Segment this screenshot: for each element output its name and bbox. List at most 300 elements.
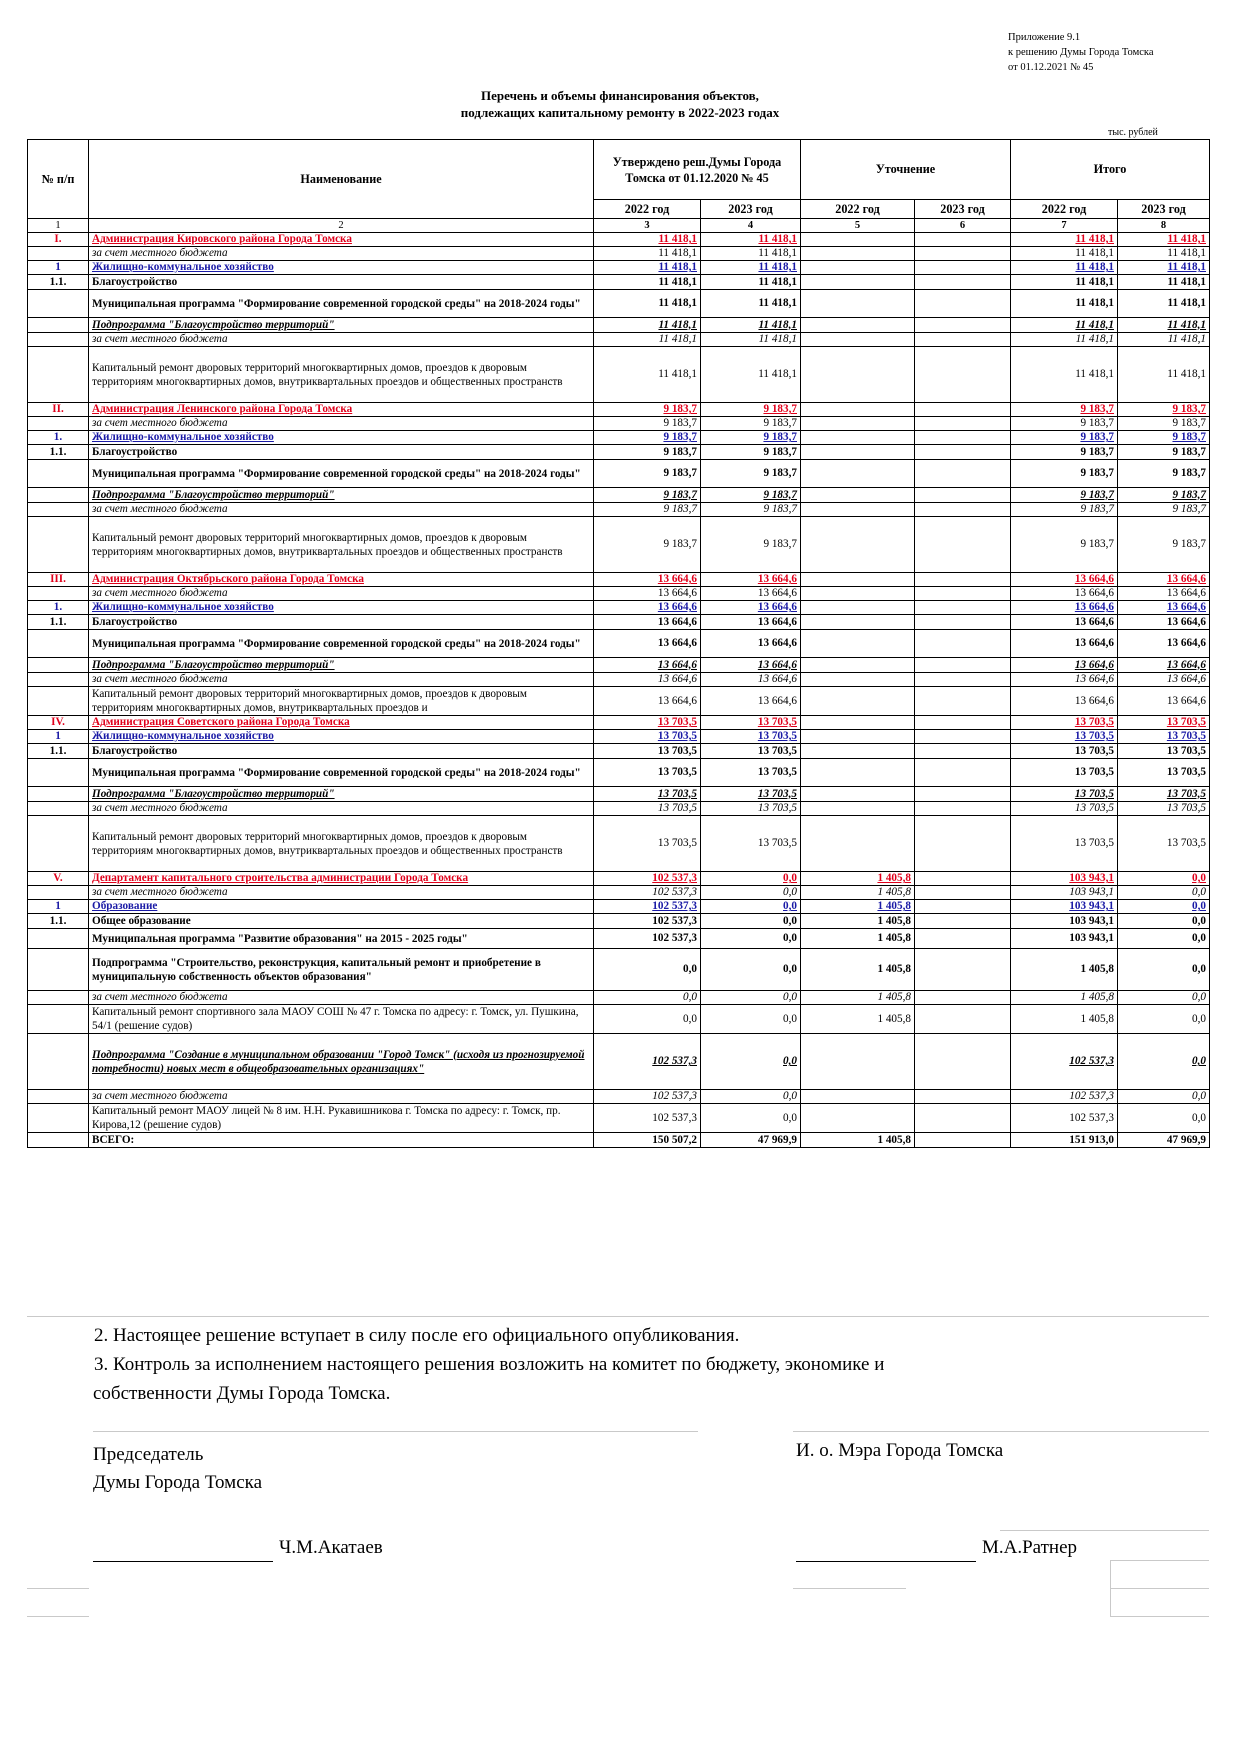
faint-rule bbox=[1110, 1616, 1209, 1617]
row-value: 11 418,1 bbox=[1011, 247, 1118, 261]
row-value bbox=[915, 929, 1011, 949]
table-row bbox=[28, 872, 1210, 886]
row-value bbox=[801, 1104, 915, 1133]
row-value: 150 507,2 bbox=[594, 1133, 701, 1148]
row-value: 13 664,6 bbox=[1118, 687, 1210, 716]
row-value bbox=[801, 687, 915, 716]
row-number bbox=[28, 991, 89, 1005]
row-name: Муниципальная программа "Формирование современной городской среды" на 2018-2024 годы" bbox=[89, 460, 594, 488]
row-number bbox=[28, 1133, 89, 1148]
row-value: 0,0 bbox=[701, 914, 801, 929]
table-row bbox=[28, 1005, 1210, 1034]
row-number bbox=[28, 1034, 89, 1090]
table-row bbox=[28, 517, 1210, 573]
row-name: Благоустройство bbox=[89, 445, 594, 460]
chair-signature-block bbox=[93, 1441, 262, 1497]
table-row bbox=[28, 816, 1210, 872]
row-value: 0,0 bbox=[1118, 900, 1210, 914]
column-number: 3 bbox=[594, 219, 701, 233]
row-value: 13 664,6 bbox=[1118, 673, 1210, 687]
row-value: 102 537,3 bbox=[594, 886, 701, 900]
row-value: 9 183,7 bbox=[1118, 403, 1210, 417]
row-value bbox=[915, 1034, 1011, 1090]
row-value: 9 183,7 bbox=[701, 503, 801, 517]
row-number bbox=[28, 1005, 89, 1034]
row-name: Благоустройство bbox=[89, 615, 594, 630]
row-value bbox=[801, 347, 915, 403]
row-value bbox=[915, 587, 1011, 601]
row-value: 13 703,5 bbox=[1118, 744, 1210, 759]
row-value: 11 418,1 bbox=[1118, 333, 1210, 347]
row-name: Капитальный ремонт дворовых территорий многоквартирных домов, проездов к дворовым территориям многоквартирных домов, внутриквартальных проездов и bbox=[89, 687, 594, 716]
table-row bbox=[28, 615, 1210, 630]
row-number bbox=[28, 802, 89, 816]
row-value bbox=[801, 658, 915, 673]
row-value bbox=[801, 630, 915, 658]
row-value bbox=[915, 503, 1011, 517]
row-value: 102 537,3 bbox=[594, 1104, 701, 1133]
row-value: 0,0 bbox=[594, 991, 701, 1005]
row-value: 11 418,1 bbox=[701, 275, 801, 290]
row-number: 1.1. bbox=[28, 744, 89, 759]
row-value: 11 418,1 bbox=[701, 318, 801, 333]
row-name: за счет местного бюджета bbox=[89, 991, 594, 1005]
decision-clause-3: 3. Контроль за исполнением настоящего решения возложить на комитет по бюджету, экономике и bbox=[94, 1354, 885, 1375]
row-value: 11 418,1 bbox=[1118, 347, 1210, 403]
row-value: 13 664,6 bbox=[701, 673, 801, 687]
appendix-line-2: к решению Думы Города Томска bbox=[1008, 47, 1154, 58]
column-number: 6 bbox=[915, 219, 1011, 233]
row-number: 1 bbox=[28, 261, 89, 275]
row-value: 9 183,7 bbox=[1118, 517, 1210, 573]
row-value bbox=[915, 949, 1011, 991]
row-value: 13 703,5 bbox=[701, 802, 801, 816]
row-value: 0,0 bbox=[701, 886, 801, 900]
mayor-signature-line bbox=[796, 1534, 1077, 1562]
faint-rule bbox=[27, 1616, 89, 1617]
table-row bbox=[28, 630, 1210, 658]
row-value: 9 183,7 bbox=[1011, 403, 1118, 417]
header-total: Итого bbox=[1011, 140, 1210, 200]
row-value bbox=[915, 417, 1011, 431]
row-value bbox=[915, 403, 1011, 417]
row-value: 102 537,3 bbox=[1011, 1090, 1118, 1104]
row-name: Жилищно-коммунальное хозяйство bbox=[89, 261, 594, 275]
row-value: 11 418,1 bbox=[594, 318, 701, 333]
header-year: 2023 год bbox=[701, 200, 801, 219]
decision-clause-2: 2. Настоящее решение вступает в силу после его официального опубликования. bbox=[94, 1325, 740, 1346]
row-number bbox=[28, 587, 89, 601]
row-value bbox=[801, 290, 915, 318]
row-value bbox=[915, 1133, 1011, 1148]
row-value: 0,0 bbox=[701, 1104, 801, 1133]
row-value bbox=[915, 615, 1011, 630]
table-row bbox=[28, 347, 1210, 403]
row-value bbox=[801, 716, 915, 730]
row-value: 13 703,5 bbox=[701, 787, 801, 802]
table-row bbox=[28, 1090, 1210, 1104]
row-value: 9 183,7 bbox=[701, 417, 801, 431]
row-value bbox=[801, 431, 915, 445]
row-value bbox=[801, 445, 915, 460]
row-value: 13 703,5 bbox=[1011, 816, 1118, 872]
appendix-line-1: Приложение 9.1 bbox=[1008, 32, 1081, 43]
row-value: 13 703,5 bbox=[1118, 759, 1210, 787]
table-row bbox=[28, 290, 1210, 318]
row-value bbox=[915, 233, 1011, 247]
row-number bbox=[28, 347, 89, 403]
row-name: за счет местного бюджета bbox=[89, 417, 594, 431]
row-value bbox=[801, 233, 915, 247]
row-value: 0,0 bbox=[701, 1005, 801, 1034]
row-value: 11 418,1 bbox=[701, 333, 801, 347]
row-value bbox=[915, 716, 1011, 730]
row-number: 1. bbox=[28, 431, 89, 445]
row-value: 9 183,7 bbox=[1118, 431, 1210, 445]
row-value: 13 664,6 bbox=[1118, 630, 1210, 658]
row-value: 1 405,8 bbox=[801, 1005, 915, 1034]
row-number bbox=[28, 290, 89, 318]
row-name: Муниципальная программа "Развитие образования" на 2015 - 2025 годы" bbox=[89, 929, 594, 949]
row-value bbox=[915, 658, 1011, 673]
table-row bbox=[28, 802, 1210, 816]
row-value bbox=[915, 802, 1011, 816]
table-row bbox=[28, 333, 1210, 347]
row-value: 0,0 bbox=[1118, 886, 1210, 900]
table-row bbox=[28, 787, 1210, 802]
row-value bbox=[915, 744, 1011, 759]
row-value: 102 537,3 bbox=[594, 872, 701, 886]
row-value: 9 183,7 bbox=[1118, 417, 1210, 431]
row-value bbox=[801, 816, 915, 872]
table-row bbox=[28, 1104, 1210, 1133]
row-value: 13 703,5 bbox=[594, 802, 701, 816]
row-name: Подпрограмма "Создание в муниципальном образовании "Город Томск" (исходя из прогнозируемой потребности) новых мест в общеобразовательных организациях" bbox=[89, 1034, 594, 1090]
row-value bbox=[915, 787, 1011, 802]
row-value: 9 183,7 bbox=[594, 488, 701, 503]
row-value: 47 969,9 bbox=[701, 1133, 801, 1148]
row-value: 11 418,1 bbox=[701, 261, 801, 275]
row-value bbox=[915, 261, 1011, 275]
row-value: 13 664,6 bbox=[701, 601, 801, 615]
row-value: 11 418,1 bbox=[1118, 318, 1210, 333]
row-name: Общее образование bbox=[89, 914, 594, 929]
row-name: Капитальный ремонт спортивного зала МАОУ СОШ № 47 г. Томска по адресу: г. Томск, ул. Пушкина, 54/1 (решение судов) bbox=[89, 1005, 594, 1034]
row-name: Капитальный ремонт дворовых территорий многоквартирных домов, проездов к дворовым территориям многоквартирных домов, внутриквартальных проездов и общественных пространств bbox=[89, 517, 594, 573]
row-value: 9 183,7 bbox=[594, 403, 701, 417]
row-value: 13 664,6 bbox=[701, 587, 801, 601]
row-value: 1 405,8 bbox=[801, 991, 915, 1005]
row-value bbox=[801, 333, 915, 347]
row-value: 0,0 bbox=[1118, 1090, 1210, 1104]
chair-title-line-2: Думы Города Томска bbox=[93, 1472, 263, 1493]
table-row bbox=[28, 488, 1210, 503]
row-value: 13 664,6 bbox=[594, 573, 701, 587]
row-value: 11 418,1 bbox=[1118, 233, 1210, 247]
row-value: 11 418,1 bbox=[701, 290, 801, 318]
header-num: № п/п bbox=[28, 140, 89, 219]
row-value: 11 418,1 bbox=[1118, 261, 1210, 275]
row-number bbox=[28, 787, 89, 802]
row-value: 13 664,6 bbox=[1011, 687, 1118, 716]
row-value bbox=[801, 1090, 915, 1104]
row-value: 11 418,1 bbox=[1011, 233, 1118, 247]
row-value: 0,0 bbox=[1118, 1104, 1210, 1133]
signature-divider-left bbox=[93, 1431, 698, 1432]
header-approved: Утверждено реш.Думы Города Томска от 01.12.2020 № 45 bbox=[594, 140, 801, 200]
title-line-2: подлежащих капитальному ремонту в 2022-2023 годах bbox=[460, 105, 780, 120]
row-value: 13 703,5 bbox=[1011, 759, 1118, 787]
row-value bbox=[915, 816, 1011, 872]
row-name: Администрация Октябрьского района Города Томска bbox=[89, 573, 594, 587]
row-name: Капитальный ремонт МАОУ лицей № 8 им. Н.Н. Рукавишникова г. Томска по адресу: г. Томск, пр. Кирова,12 (решение судов) bbox=[89, 1104, 594, 1133]
header-year: 2022 год bbox=[1011, 200, 1118, 219]
row-value: 13 703,5 bbox=[701, 816, 801, 872]
table-row bbox=[28, 587, 1210, 601]
row-value bbox=[801, 261, 915, 275]
row-number bbox=[28, 1104, 89, 1133]
header-year: 2023 год bbox=[1118, 200, 1210, 219]
row-number: 1.1. bbox=[28, 275, 89, 290]
row-number: V. bbox=[28, 872, 89, 886]
row-value: 13 664,6 bbox=[594, 658, 701, 673]
chair-signature-line bbox=[93, 1534, 383, 1562]
table-row bbox=[28, 318, 1210, 333]
row-value: 11 418,1 bbox=[1011, 347, 1118, 403]
row-name: Благоустройство bbox=[89, 275, 594, 290]
row-name: Подпрограмма "Благоустройство территорий" bbox=[89, 488, 594, 503]
row-value: 1 405,8 bbox=[801, 1133, 915, 1148]
row-value bbox=[915, 601, 1011, 615]
table-row bbox=[28, 730, 1210, 744]
decision-clause-3-cont: собственности Думы Города Томска. bbox=[93, 1383, 391, 1404]
row-value: 102 537,3 bbox=[594, 1090, 701, 1104]
row-value: 9 183,7 bbox=[1011, 431, 1118, 445]
row-value: 13 664,6 bbox=[701, 630, 801, 658]
faint-rule bbox=[1110, 1560, 1209, 1561]
row-value: 0,0 bbox=[1118, 949, 1210, 991]
row-value bbox=[801, 488, 915, 503]
row-value: 11 418,1 bbox=[1011, 333, 1118, 347]
row-value: 13 703,5 bbox=[1011, 730, 1118, 744]
row-value: 47 969,9 bbox=[1118, 1133, 1210, 1148]
row-value: 11 418,1 bbox=[701, 233, 801, 247]
row-value: 13 664,6 bbox=[1011, 630, 1118, 658]
table-row bbox=[28, 687, 1210, 716]
row-value: 13 703,5 bbox=[1011, 744, 1118, 759]
row-value: 13 664,6 bbox=[1118, 601, 1210, 615]
row-value: 103 943,1 bbox=[1011, 872, 1118, 886]
row-value: 9 183,7 bbox=[701, 431, 801, 445]
table-row bbox=[28, 914, 1210, 929]
row-value: 9 183,7 bbox=[594, 445, 701, 460]
row-value bbox=[915, 460, 1011, 488]
row-name: Администрация Кировского района Города Томска bbox=[89, 233, 594, 247]
row-value: 9 183,7 bbox=[701, 460, 801, 488]
row-value: 11 418,1 bbox=[1118, 247, 1210, 261]
row-value: 102 537,3 bbox=[1011, 1104, 1118, 1133]
row-value: 13 664,6 bbox=[1011, 658, 1118, 673]
row-value: 13 664,6 bbox=[701, 687, 801, 716]
row-name: за счет местного бюджета bbox=[89, 503, 594, 517]
row-value: 11 418,1 bbox=[594, 275, 701, 290]
row-value: 13 703,5 bbox=[1118, 816, 1210, 872]
row-number bbox=[28, 630, 89, 658]
row-number bbox=[28, 929, 89, 949]
row-number bbox=[28, 949, 89, 991]
table-row bbox=[28, 949, 1210, 991]
row-value: 0,0 bbox=[1118, 929, 1210, 949]
row-value: 13 703,5 bbox=[701, 759, 801, 787]
row-value: 13 703,5 bbox=[1118, 802, 1210, 816]
row-value bbox=[801, 275, 915, 290]
row-value bbox=[915, 318, 1011, 333]
faint-rule bbox=[1110, 1588, 1209, 1589]
row-value bbox=[915, 730, 1011, 744]
row-value: 13 703,5 bbox=[1011, 802, 1118, 816]
row-value: 102 537,3 bbox=[594, 929, 701, 949]
row-value: 11 418,1 bbox=[594, 261, 701, 275]
row-value: 13 664,6 bbox=[1118, 573, 1210, 587]
row-value: 0,0 bbox=[701, 900, 801, 914]
row-value: 9 183,7 bbox=[701, 403, 801, 417]
row-value bbox=[801, 573, 915, 587]
row-value: 13 664,6 bbox=[701, 615, 801, 630]
row-value bbox=[915, 914, 1011, 929]
row-value: 11 418,1 bbox=[594, 247, 701, 261]
row-name: Муниципальная программа "Формирование современной городской среды" на 2018-2024 годы" bbox=[89, 290, 594, 318]
header-year: 2022 год bbox=[801, 200, 915, 219]
row-value bbox=[915, 275, 1011, 290]
row-value: 102 537,3 bbox=[594, 914, 701, 929]
row-value: 13 703,5 bbox=[594, 744, 701, 759]
row-value: 9 183,7 bbox=[594, 431, 701, 445]
row-number: I. bbox=[28, 233, 89, 247]
row-value: 103 943,1 bbox=[1011, 900, 1118, 914]
row-name: за счет местного бюджета bbox=[89, 587, 594, 601]
row-value bbox=[915, 247, 1011, 261]
header-year: 2023 год bbox=[915, 200, 1011, 219]
chair-name: Ч.М.Акатаев bbox=[279, 1537, 383, 1558]
row-value bbox=[915, 991, 1011, 1005]
row-value: 13 664,6 bbox=[1118, 615, 1210, 630]
row-value bbox=[915, 333, 1011, 347]
row-value: 11 418,1 bbox=[1011, 290, 1118, 318]
row-value: 1 405,8 bbox=[1011, 1005, 1118, 1034]
table-row bbox=[28, 573, 1210, 587]
row-value: 1 405,8 bbox=[801, 914, 915, 929]
row-name: Капитальный ремонт дворовых территорий многоквартирных домов, проездов к дворовым территориям многоквартирных домов, внутриквартальных проездов и общественных пространств bbox=[89, 816, 594, 872]
row-name: за счет местного бюджета bbox=[89, 886, 594, 900]
row-value: 151 913,0 bbox=[1011, 1133, 1118, 1148]
row-value: 13 664,6 bbox=[594, 615, 701, 630]
row-name: Муниципальная программа "Формирование современной городской среды" на 2018-2024 годы" bbox=[89, 759, 594, 787]
row-value: 13 664,6 bbox=[594, 673, 701, 687]
row-value bbox=[801, 517, 915, 573]
row-value: 1 405,8 bbox=[1011, 949, 1118, 991]
row-value bbox=[915, 900, 1011, 914]
row-value bbox=[801, 601, 915, 615]
row-name: Жилищно-коммунальное хозяйство bbox=[89, 601, 594, 615]
row-value: 13 703,5 bbox=[1011, 787, 1118, 802]
row-value bbox=[801, 759, 915, 787]
row-value: 0,0 bbox=[1118, 914, 1210, 929]
row-value: 13 703,5 bbox=[594, 759, 701, 787]
table-row bbox=[28, 1133, 1210, 1148]
row-value: 9 183,7 bbox=[594, 503, 701, 517]
chair-title-line-1: Председатель bbox=[93, 1444, 204, 1465]
row-value bbox=[801, 318, 915, 333]
row-number: II. bbox=[28, 403, 89, 417]
row-value: 13 703,5 bbox=[701, 716, 801, 730]
row-value: 11 418,1 bbox=[594, 347, 701, 403]
row-value: 11 418,1 bbox=[701, 347, 801, 403]
table-row bbox=[28, 673, 1210, 687]
row-value: 9 183,7 bbox=[1118, 503, 1210, 517]
row-value: 1 405,8 bbox=[801, 929, 915, 949]
row-value bbox=[915, 886, 1011, 900]
signature-underline bbox=[93, 1541, 273, 1562]
row-value bbox=[801, 1034, 915, 1090]
row-value: 13 664,6 bbox=[1118, 658, 1210, 673]
table-row bbox=[28, 1034, 1210, 1090]
row-name: Благоустройство bbox=[89, 744, 594, 759]
row-value: 13 703,5 bbox=[1011, 716, 1118, 730]
row-value bbox=[915, 630, 1011, 658]
row-name: Капитальный ремонт дворовых территорий многоквартирных домов, проездов к дворовым территориям многоквартирных домов, внутриквартальных проездов и общественных пространств bbox=[89, 347, 594, 403]
row-value: 11 418,1 bbox=[594, 290, 701, 318]
table-row bbox=[28, 900, 1210, 914]
row-value: 1 405,8 bbox=[801, 872, 915, 886]
row-value bbox=[801, 403, 915, 417]
row-value: 11 418,1 bbox=[1011, 318, 1118, 333]
row-number bbox=[28, 517, 89, 573]
header-year: 2022 год bbox=[594, 200, 701, 219]
row-value: 9 183,7 bbox=[1011, 460, 1118, 488]
row-value: 13 703,5 bbox=[701, 730, 801, 744]
faint-rule bbox=[1000, 1530, 1209, 1531]
row-value bbox=[915, 431, 1011, 445]
table-row bbox=[28, 247, 1210, 261]
row-name: Администрация Ленинского района Города Томска bbox=[89, 403, 594, 417]
row-value: 13 703,5 bbox=[594, 787, 701, 802]
row-value: 1 405,8 bbox=[1011, 991, 1118, 1005]
row-name: Муниципальная программа "Формирование современной городской среды" на 2018-2024 годы" bbox=[89, 630, 594, 658]
row-value bbox=[915, 290, 1011, 318]
row-value: 13 664,6 bbox=[1011, 615, 1118, 630]
row-number: 1.1. bbox=[28, 445, 89, 460]
row-value: 0,0 bbox=[1118, 1034, 1210, 1090]
row-value: 13 664,6 bbox=[1011, 573, 1118, 587]
row-value: 11 418,1 bbox=[1011, 275, 1118, 290]
row-number: 1.1. bbox=[28, 615, 89, 630]
table-row bbox=[28, 460, 1210, 488]
row-value: 0,0 bbox=[594, 1005, 701, 1034]
row-value: 11 418,1 bbox=[1118, 290, 1210, 318]
row-number bbox=[28, 687, 89, 716]
row-value: 13 703,5 bbox=[1118, 787, 1210, 802]
row-value: 9 183,7 bbox=[594, 417, 701, 431]
row-name: Департамент капитального строительства администрации Города Томска bbox=[89, 872, 594, 886]
row-name: за счет местного бюджета bbox=[89, 247, 594, 261]
table-row bbox=[28, 886, 1210, 900]
row-value bbox=[915, 1005, 1011, 1034]
table-row bbox=[28, 929, 1210, 949]
row-value: 1 405,8 bbox=[801, 886, 915, 900]
row-value: 13 664,6 bbox=[1011, 587, 1118, 601]
row-value: 0,0 bbox=[701, 991, 801, 1005]
row-value: 9 183,7 bbox=[701, 445, 801, 460]
